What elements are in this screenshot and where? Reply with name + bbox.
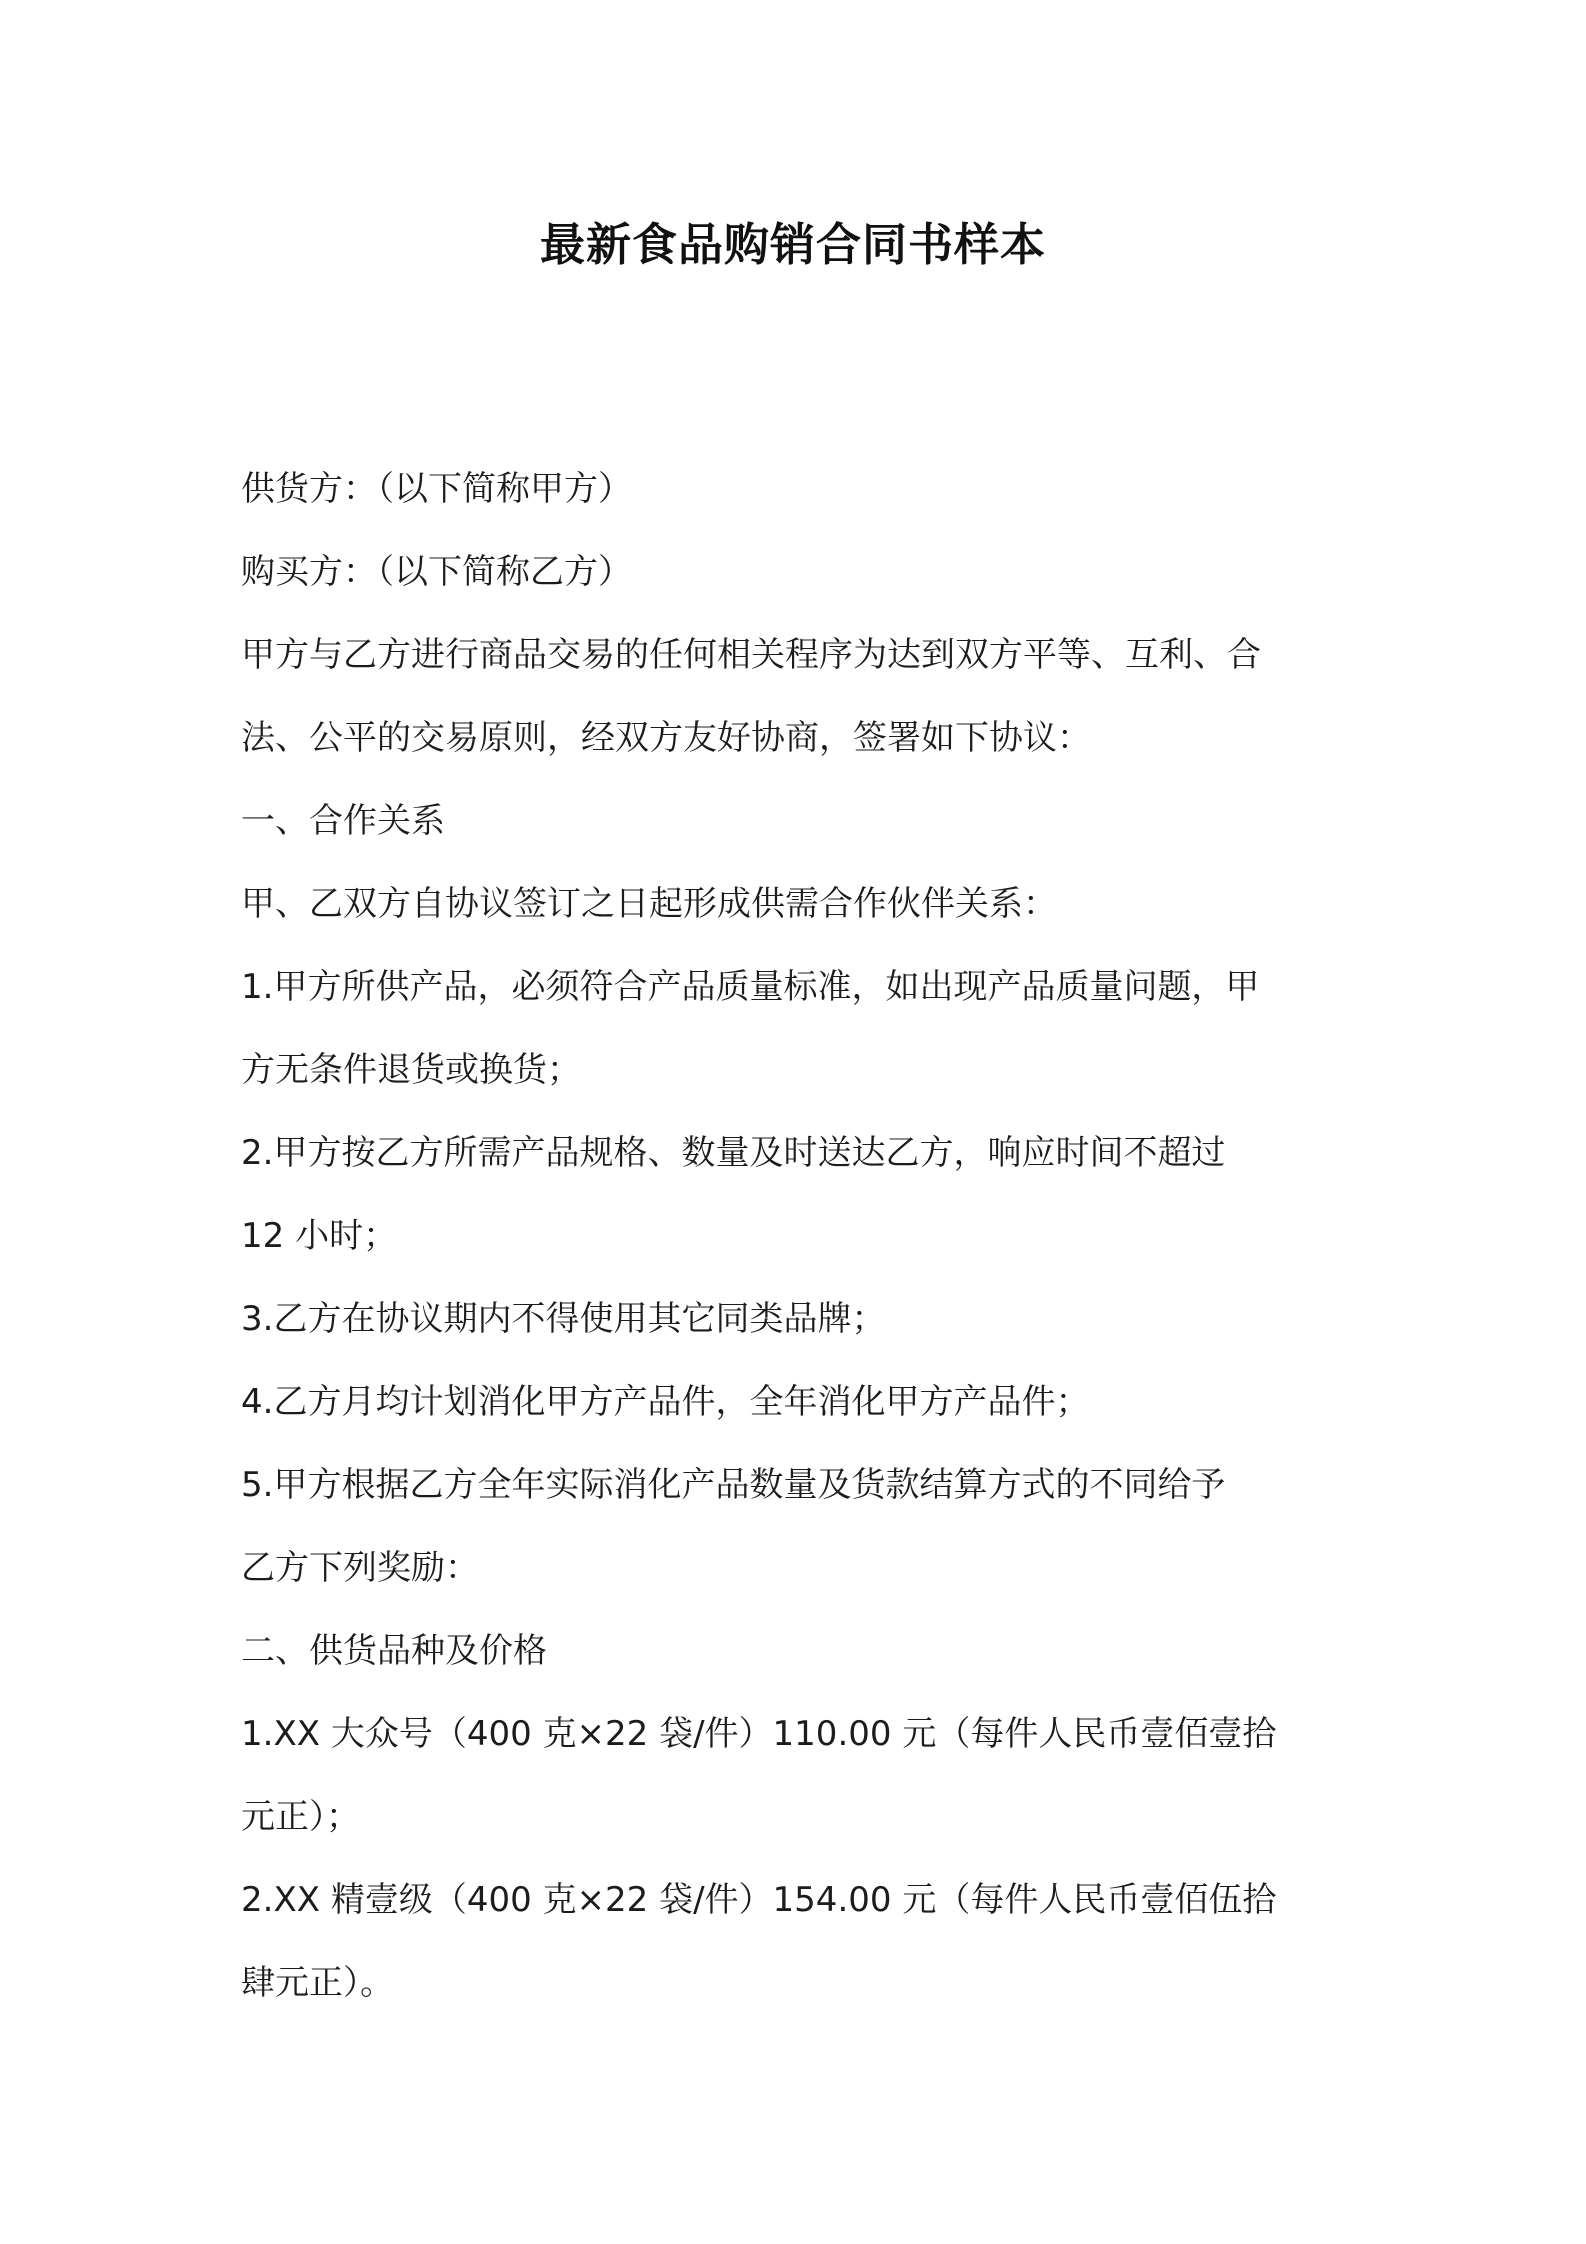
clause-5-line-1: 5.甲方根据乙方全年实际消化产品数量及货款结算方式的不同给予 <box>241 1465 1226 1505</box>
clause-3-line: 3.乙方在协议期内不得使用其它同类品牌； <box>241 1299 886 1339</box>
party-buyer-line: 购买方：（以下简称乙方） <box>241 552 632 592</box>
clause-2-line-2: 12 小时； <box>241 1216 398 1256</box>
product-2-line-2: 肆元正）。 <box>241 1963 394 2003</box>
clause-1-line-2: 方无条件退货或换货； <box>241 1050 581 1090</box>
document-body <box>241 448 1361 2025</box>
preamble-line-2: 法、公平的交易原则，经双方友好协商，签署如下协议： <box>241 718 1091 758</box>
product-2-line-1: 2.XX 精壹级（400 克×22 袋/件）154.00 元（每件人民币壹佰伍拾 <box>241 1880 1277 1920</box>
document-title: 最新食品购销合同书样本 <box>539 218 1046 271</box>
product-1-line-1: 1.XX 大众号（400 克×22 袋/件）110.00 元（每件人民币壹佰壹拾 <box>241 1714 1277 1754</box>
clause-4-line: 4.乙方月均计划消化甲方产品件，全年消化甲方产品件； <box>241 1382 1090 1422</box>
clause-2-line-1: 2.甲方按乙方所需产品规格、数量及时送达乙方，响应时间不超过 <box>241 1133 1226 1173</box>
product-1-line-2: 元正）； <box>241 1797 360 1837</box>
party-supplier-line: 供货方：（以下简称甲方） <box>241 469 632 509</box>
section-heading-cooperation: 一、合作关系 <box>241 801 445 841</box>
cooperation-intro-line: 甲、乙双方自协议签订之日起形成供需合作伙伴关系： <box>241 884 1057 924</box>
section-heading-products: 二、供货品种及价格 <box>241 1631 547 1671</box>
clause-1-line-1: 1.甲方所供产品，必须符合产品质量标准，如出现产品质量问题，甲 <box>241 967 1260 1007</box>
preamble-line-1: 甲方与乙方进行商品交易的任何相关程序为达到双方平等、互利、合 <box>241 635 1261 675</box>
clause-5-line-2: 乙方下列奖励： <box>241 1548 479 1588</box>
